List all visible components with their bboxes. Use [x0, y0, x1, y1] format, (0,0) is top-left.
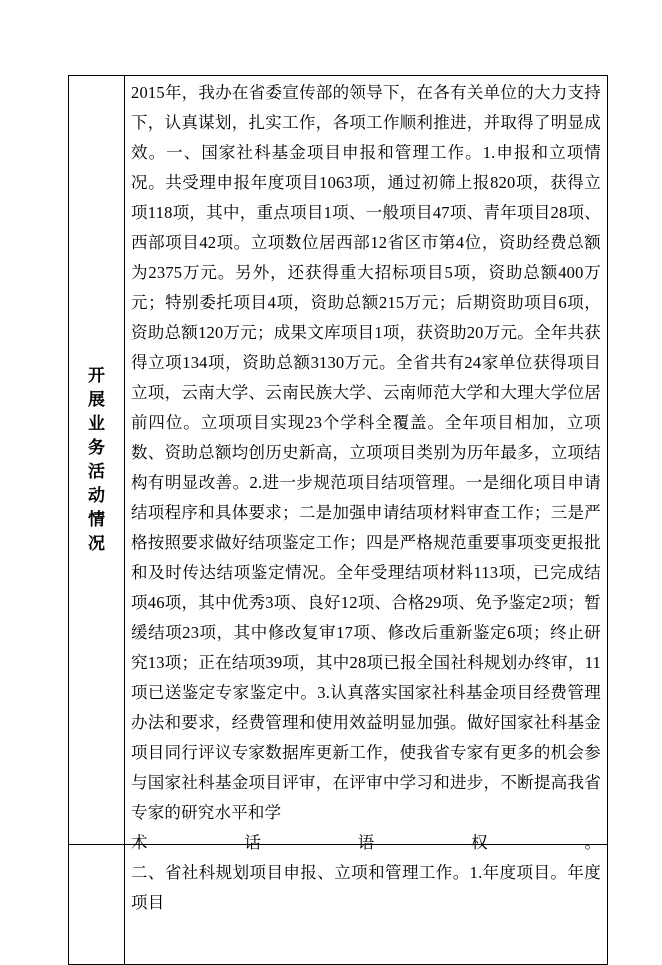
- label-char: 权: [471, 833, 488, 852]
- label-char: 情: [88, 510, 105, 529]
- table-row-next-empty: [68, 845, 608, 965]
- label-char: 动: [88, 486, 105, 505]
- label-char: 况: [88, 534, 105, 553]
- label-char: 语: [357, 833, 375, 852]
- label-char: 术: [131, 833, 148, 852]
- report-closing-text: 二、省社科规划项目申报、立项和管理工作。1.年度项目。年度项目: [131, 863, 601, 912]
- row-header-cell: [69, 76, 125, 844]
- label-char: 务: [88, 438, 105, 457]
- label-char: 开: [88, 366, 105, 385]
- next-row-header-cell: [69, 845, 125, 964]
- label-char: 。: [584, 833, 601, 852]
- table-row-activities: [68, 75, 608, 912]
- label-char: 展: [88, 390, 105, 409]
- label-char: 业: [88, 414, 105, 433]
- report-table: [68, 75, 608, 965]
- label-char: 话: [244, 833, 261, 852]
- label-char: 活: [88, 462, 105, 481]
- next-row-content-cell: [125, 845, 607, 964]
- row-label-vertical: [88, 364, 105, 556]
- report-body-text: 2015年，我办在省委宣传部的领导下，在各有关单位的大力支持下，认真谋划，扎实工作，各项工作顺利推进，并取得了明显成效。一、国家社科基金项目申报和管理工作。1.申报和立项情况。共受理申报年度项目1063项，通过初筛上报820项，获得立项118项，其中，重点项目1项、一般项目47项、青年项目28项、西部项目42项。立项数位居西部12省区市第4位，资助经费总额为2375万元。另外，还获得重大招标项目5项，资助总额400万元；特别委托项目4项，资助总额215万元；后期资助项目6项，资助总额120万元；成果文库项目1项，获资助20万元。全年共获得立项134项，资助总额3130万元。全省共有24家单位获得项目立项，云南大学、云南民族大学、云南师范大学和大理大学位居前四位。立项项目实现23个学科全覆盖。全年项目相加，立项数、资助总额均创历史新高，立项项目类别为历年最多，立项结构有明显改善。2.进一步规范项目结项管理。一是细化项目申请结项程序和具体要求；二是加强申请结项材料审查工作；三是严格按照要求做好结项鉴定工作；四是严格规范重要事项变更报批和及时传达结项鉴定情况。全年受理结项材料113项，已完成结项46项，其中优秀3项、良好12项、合格29项、免予鉴定2项；暂缓结项23项，其中修改复审17项、修改后重新鉴定6项；终止研究13项；正在结项39项，其中28项已报全国社科规划办终审，11项已送鉴定专家鉴定中。3.认真落实国家社科基金项目经费管理办法和要求，经费管理和使用效益明显加强。做好国家社科基金项目同行评议专家数据库更新工作，使我省专家有更多的机会参与国家社科基金项目评审，在评审中学习和进步，不断提高我省专家的研究水平和学: [131, 83, 601, 822]
- row-content-cell: [125, 76, 607, 912]
